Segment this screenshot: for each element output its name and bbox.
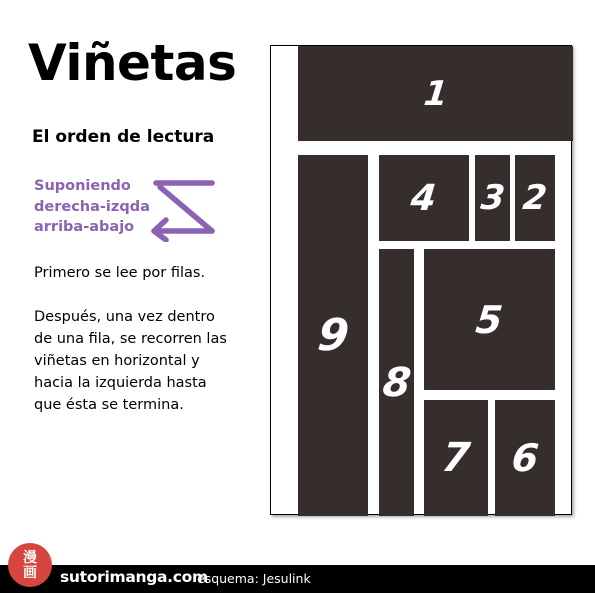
- panel-number: 5: [473, 297, 506, 342]
- paragraph-horizontal: [34, 306, 227, 416]
- paragraph-rows: Primero se lee por filas.: [34, 265, 206, 281]
- assumption-line: derecha-izqda: [34, 198, 150, 215]
- assumption-line: arriba-abajo: [34, 219, 135, 235]
- z-reading-direction-arrow-icon: [146, 176, 220, 242]
- panel-9: [298, 155, 368, 516]
- panel-2: [515, 155, 555, 241]
- panel-5: [424, 249, 555, 390]
- credit-text: esquema: Jesulink: [197, 571, 311, 586]
- paragraph-line: viñetas en horizontal y: [34, 353, 200, 369]
- panel-1: [298, 46, 573, 141]
- page-title: Viñetas: [28, 34, 237, 92]
- reading-assumption: [34, 176, 150, 238]
- panel-8: [379, 249, 414, 516]
- panel-3: [475, 155, 510, 241]
- assumption-line: Suponiendo: [34, 178, 131, 194]
- panel-number: 9: [315, 310, 351, 361]
- panel-number: 7: [439, 435, 473, 481]
- panel-7: [424, 400, 488, 516]
- panel-number: 2: [521, 178, 549, 218]
- panel-number: 4: [409, 177, 439, 219]
- panel-4: [379, 155, 469, 241]
- site-name: sutorimanga.com: [60, 568, 208, 586]
- panel-number: 8: [380, 359, 413, 406]
- paragraph-line: Después, una vez dentro: [34, 309, 215, 325]
- logo-glyph: 漫: [23, 549, 37, 565]
- paragraph-line: de una fila, se recorren las: [34, 331, 227, 347]
- panel-6: [495, 400, 555, 516]
- paragraph-line: que ésta se termina.: [34, 397, 184, 413]
- paragraph-line: hacia la izquierda hasta: [34, 375, 207, 391]
- panel-number: 1: [421, 73, 450, 114]
- subtitle: El orden de lectura: [32, 127, 215, 147]
- panel-number: 3: [478, 178, 507, 218]
- manga-page-diagram: [270, 45, 572, 515]
- logo-glyph: 画: [23, 564, 37, 580]
- panel-number: 6: [509, 436, 541, 480]
- site-logo: [8, 543, 52, 587]
